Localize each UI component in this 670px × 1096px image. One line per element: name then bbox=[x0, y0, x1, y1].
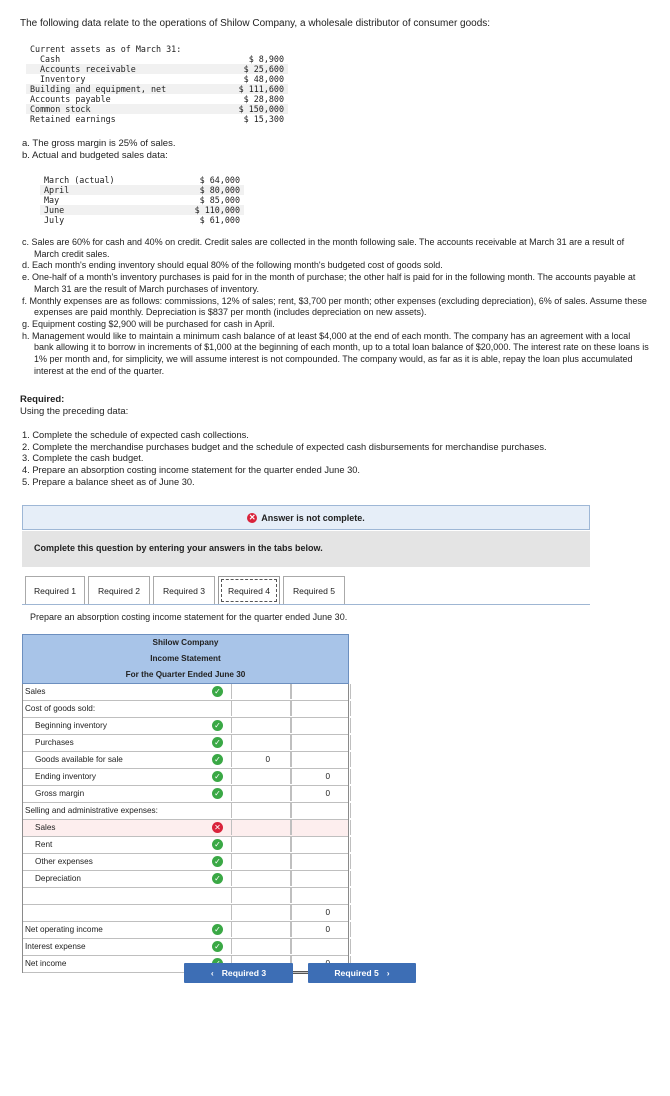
amount-input-col2[interactable] bbox=[291, 803, 351, 818]
current-assets-row bbox=[26, 84, 288, 94]
required-item: 1. Complete the schedule of expected cash collections. bbox=[22, 430, 249, 440]
current-assets-value: $ 111,600 bbox=[217, 84, 288, 94]
current-assets-row bbox=[26, 94, 288, 104]
amount-value: 0 bbox=[325, 925, 330, 934]
current-assets-row bbox=[26, 104, 288, 114]
assumption-item: g. Equipment costing $2,900 will be purchased for cash in April. bbox=[22, 318, 275, 329]
statement-row bbox=[23, 820, 348, 837]
sales-value: $ 61,000 bbox=[199, 215, 240, 225]
next-tab-label: Required 5 bbox=[334, 968, 379, 978]
statement-row-label: Rent bbox=[35, 840, 53, 849]
statement-row bbox=[23, 939, 348, 956]
sales-month: July bbox=[44, 215, 65, 225]
statement-row bbox=[23, 718, 348, 735]
tab-required-2[interactable]: Required 2 bbox=[88, 576, 150, 605]
assumption-item: c. Sales are 60% for cash and 40% on credit. Credit sales are collected in the month following sale. The accounts receivable at March 31 are a result of March credit sales. bbox=[22, 237, 625, 259]
current-assets-row bbox=[26, 114, 288, 124]
requirement-item: b. Actual and budgeted sales data: bbox=[22, 149, 168, 161]
amount-input-col1[interactable] bbox=[231, 803, 291, 818]
chevron-right-icon: › bbox=[386, 968, 390, 978]
amount-input-col2[interactable] bbox=[291, 939, 351, 954]
statement-row bbox=[23, 752, 348, 769]
requirement-item: a. The gross margin is 25% of sales. bbox=[22, 138, 176, 149]
current-assets-label: Common stock bbox=[26, 104, 217, 114]
sales-month: April bbox=[40, 185, 161, 195]
current-assets-row bbox=[26, 64, 288, 74]
statement-row-label: Depreciation bbox=[35, 874, 81, 883]
correct-check-icon: ✓ bbox=[212, 839, 223, 850]
statement-row bbox=[23, 922, 348, 939]
items-ab bbox=[22, 138, 322, 161]
amount-input-col1[interactable] bbox=[231, 786, 291, 801]
amount-input-col2[interactable] bbox=[291, 854, 351, 869]
statement-row bbox=[23, 786, 348, 803]
current-assets-value: $ 25,600 bbox=[217, 64, 288, 74]
current-assets-value: $ 150,000 bbox=[217, 104, 288, 114]
statement-row-label: Interest expense bbox=[25, 942, 86, 951]
current-assets-value: $ 28,800 bbox=[243, 94, 284, 104]
statement-company: Shilow Company bbox=[152, 638, 219, 647]
statement-header bbox=[22, 634, 349, 684]
amount-input-col2[interactable] bbox=[291, 718, 351, 733]
sales-month: June bbox=[40, 205, 161, 215]
error-icon: ✕ bbox=[248, 512, 256, 522]
current-assets-table bbox=[26, 54, 288, 124]
statement-row-label: Goods available for sale bbox=[35, 755, 123, 764]
statement-row-label: Other expenses bbox=[35, 857, 93, 866]
sales-value: $ 80,000 bbox=[161, 185, 244, 195]
current-assets-label: Inventory bbox=[40, 74, 86, 84]
tab-bar bbox=[25, 576, 348, 605]
tab-required-3[interactable]: Required 3 bbox=[153, 576, 215, 605]
amount-input-col1[interactable] bbox=[231, 854, 291, 869]
statement-row-label: Selling and administrative expenses: bbox=[25, 806, 158, 815]
correct-check-icon: ✓ bbox=[212, 720, 223, 731]
amount-value: 0 bbox=[325, 772, 330, 781]
amount-input-col1[interactable] bbox=[231, 939, 291, 954]
statement-row bbox=[23, 701, 348, 718]
chevron-left-icon: ‹ bbox=[210, 968, 214, 978]
amount-input-col2[interactable] bbox=[291, 820, 351, 835]
amount-input-col1[interactable] bbox=[231, 905, 291, 920]
required-subtitle: Using the preceding data: bbox=[20, 406, 129, 417]
statement-row-label: Sales bbox=[25, 687, 46, 696]
amount-input-col2[interactable] bbox=[291, 752, 351, 767]
sales-row bbox=[40, 185, 244, 195]
amount-input-col1[interactable] bbox=[231, 871, 291, 886]
sales-value: $ 64,000 bbox=[199, 175, 240, 185]
items-c-to-h bbox=[22, 237, 650, 377]
income-statement bbox=[22, 634, 349, 973]
amount-input-col1[interactable] bbox=[231, 769, 291, 784]
instructions-text: Complete this question by entering your answers in the tabs below. bbox=[34, 543, 323, 553]
required-item: 2. Complete the merchandise purchases budget and the schedule of expected cash disbursements for merchandise purchases. bbox=[22, 441, 547, 452]
sales-month: March (actual) bbox=[44, 175, 115, 185]
answer-status-text: Answer is not complete. bbox=[261, 512, 365, 523]
amount-input-col1[interactable] bbox=[231, 735, 291, 750]
sales-row bbox=[40, 215, 244, 225]
amount-input-col1[interactable] bbox=[231, 684, 291, 699]
current-assets-row bbox=[26, 74, 288, 84]
statement-row bbox=[23, 735, 348, 752]
prev-tab-label: Required 3 bbox=[221, 968, 267, 978]
statement-row bbox=[23, 854, 348, 871]
amount-input-col2[interactable] bbox=[291, 786, 351, 801]
amount-input-col2[interactable] bbox=[291, 735, 351, 750]
amount-input-col2[interactable] bbox=[291, 837, 351, 852]
correct-check-icon: ✓ bbox=[212, 788, 223, 799]
amount-input-col2[interactable] bbox=[291, 888, 351, 903]
amount-input-col1[interactable] bbox=[231, 837, 291, 852]
correct-check-icon: ✓ bbox=[212, 754, 223, 765]
required-item: 5. Prepare a balance sheet as of June 30. bbox=[22, 476, 195, 487]
amount-input-col2[interactable] bbox=[291, 905, 351, 920]
prev-tab-button[interactable] bbox=[184, 963, 293, 983]
amount-value: 0 bbox=[325, 789, 330, 798]
amount-input-col1[interactable] bbox=[231, 922, 291, 937]
sales-row bbox=[40, 175, 244, 185]
assumption-item: d. Each month's ending inventory should equal 80% of the following month's budgeted cost of goods sold. bbox=[22, 260, 443, 271]
sales-data-table bbox=[40, 175, 244, 225]
current-assets-label: Cash bbox=[40, 54, 61, 64]
intro-text: The following data relate to the operations of Shilow Company, a wholesale distributor of consumer goods: bbox=[20, 18, 491, 29]
statement-row-label: Net income bbox=[25, 959, 67, 968]
statement-row bbox=[23, 684, 348, 701]
correct-check-icon: ✓ bbox=[212, 873, 223, 884]
sales-value: $ 85,000 bbox=[199, 195, 240, 205]
current-assets-value: $ 15,300 bbox=[243, 114, 284, 124]
statement-row bbox=[23, 837, 348, 854]
assumption-item: f. Monthly expenses are as follows: commissions, 12% of sales; rent, $3,700 per month; other expenses (excluding depreciation), 6% of sales. Assume these expenses are paid monthly. Depreciation is $837 per month (includes depreciation on new assets). bbox=[22, 295, 647, 318]
current-assets-row bbox=[26, 54, 288, 64]
current-assets-value: $ 48,000 bbox=[243, 74, 284, 84]
correct-check-icon: ✓ bbox=[212, 924, 223, 935]
assumption-item: e. One-half of a month's inventory purchases is paid for in the month of purchase; the other half is paid for in the following month. The accounts payable at March 31 are the result of March purchases of inventory. bbox=[22, 272, 636, 294]
statement-row bbox=[23, 888, 348, 905]
statement-rows bbox=[22, 684, 349, 973]
statement-row-label: Gross margin bbox=[35, 789, 85, 798]
statement-row bbox=[23, 871, 348, 888]
tab-required-4[interactable]: Required 4 bbox=[218, 576, 280, 605]
sales-row bbox=[40, 195, 244, 205]
correct-check-icon: ✓ bbox=[212, 737, 223, 748]
amount-input-col1[interactable] bbox=[231, 752, 291, 767]
amount-input-col1[interactable] bbox=[231, 701, 291, 716]
correct-check-icon: ✓ bbox=[212, 686, 223, 697]
amount-input-col1[interactable] bbox=[231, 888, 291, 903]
current-assets-label: Accounts payable bbox=[30, 94, 111, 104]
correct-check-icon: ✓ bbox=[212, 941, 223, 952]
statement-row bbox=[23, 769, 348, 786]
amount-value: 0 bbox=[265, 755, 270, 764]
prepare-instruction: Prepare an absorption costing income statement for the quarter ended June 30. bbox=[30, 612, 348, 622]
statement-row bbox=[23, 905, 348, 922]
next-tab-button[interactable] bbox=[308, 963, 416, 983]
required-item: 4. Prepare an absorption costing income statement for the quarter ended June 30. bbox=[22, 465, 360, 476]
tab-required-1[interactable]: Required 1 bbox=[25, 576, 85, 605]
tab-divider bbox=[22, 604, 590, 605]
amount-input-col2[interactable] bbox=[291, 871, 351, 886]
sales-value: $ 110,000 bbox=[161, 205, 244, 215]
amount-input-col1[interactable] bbox=[231, 718, 291, 733]
tab-required-5[interactable]: Required 5 bbox=[283, 576, 345, 605]
required-list bbox=[22, 430, 642, 489]
current-assets-heading: Current assets as of March 31: bbox=[30, 44, 182, 54]
statement-row-label: Net operating income bbox=[25, 925, 103, 934]
correct-check-icon: ✓ bbox=[212, 771, 223, 782]
statement-row-label: Ending inventory bbox=[35, 772, 96, 781]
amount-input-col2[interactable] bbox=[291, 701, 351, 716]
required-item: 3. Complete the cash budget. bbox=[22, 453, 144, 464]
statement-row bbox=[23, 803, 348, 820]
current-assets-label: Accounts receivable bbox=[26, 64, 217, 74]
statement-title: Income Statement bbox=[150, 654, 221, 663]
statement-row-label: Cost of goods sold: bbox=[25, 704, 96, 713]
amount-input-col2[interactable] bbox=[291, 769, 351, 784]
sales-row bbox=[40, 205, 244, 215]
sales-month: May bbox=[44, 195, 60, 205]
answer-status-banner bbox=[22, 505, 590, 530]
statement-period: For the Quarter Ended June 30 bbox=[125, 670, 246, 679]
amount-input-col2[interactable] bbox=[291, 922, 351, 937]
statement-row-label: Beginning inventory bbox=[35, 721, 107, 730]
statement-row-label: Sales bbox=[35, 823, 56, 832]
current-assets-label: Building and equipment, net bbox=[26, 84, 217, 94]
statement-row-label: Purchases bbox=[35, 738, 74, 747]
current-assets-label: Retained earnings bbox=[30, 114, 116, 124]
required-title: Required: bbox=[20, 394, 65, 405]
incorrect-icon: ✕ bbox=[212, 822, 223, 833]
assumption-item: h. Management would like to maintain a minimum cash balance of at least $4,000 at the end of each month. The company has an agreement with a local bank allowing it to borrow in increments of $1,000 at the beginning of each month, up to a total loan balance of $20,000. The interest rate on these loans is 1% per month and, for simplicity, we will assume interest is not compounded. The company would, as far as it is able, repay the loan plus accumulated interest at the end of the quarter. bbox=[22, 330, 649, 376]
current-assets-value: $ 8,900 bbox=[248, 54, 284, 64]
amount-value: 0 bbox=[325, 908, 330, 917]
amount-input-col1[interactable] bbox=[231, 820, 291, 835]
correct-check-icon: ✓ bbox=[212, 856, 223, 867]
instructions-box bbox=[22, 531, 590, 567]
amount-input-col2[interactable] bbox=[291, 684, 351, 699]
